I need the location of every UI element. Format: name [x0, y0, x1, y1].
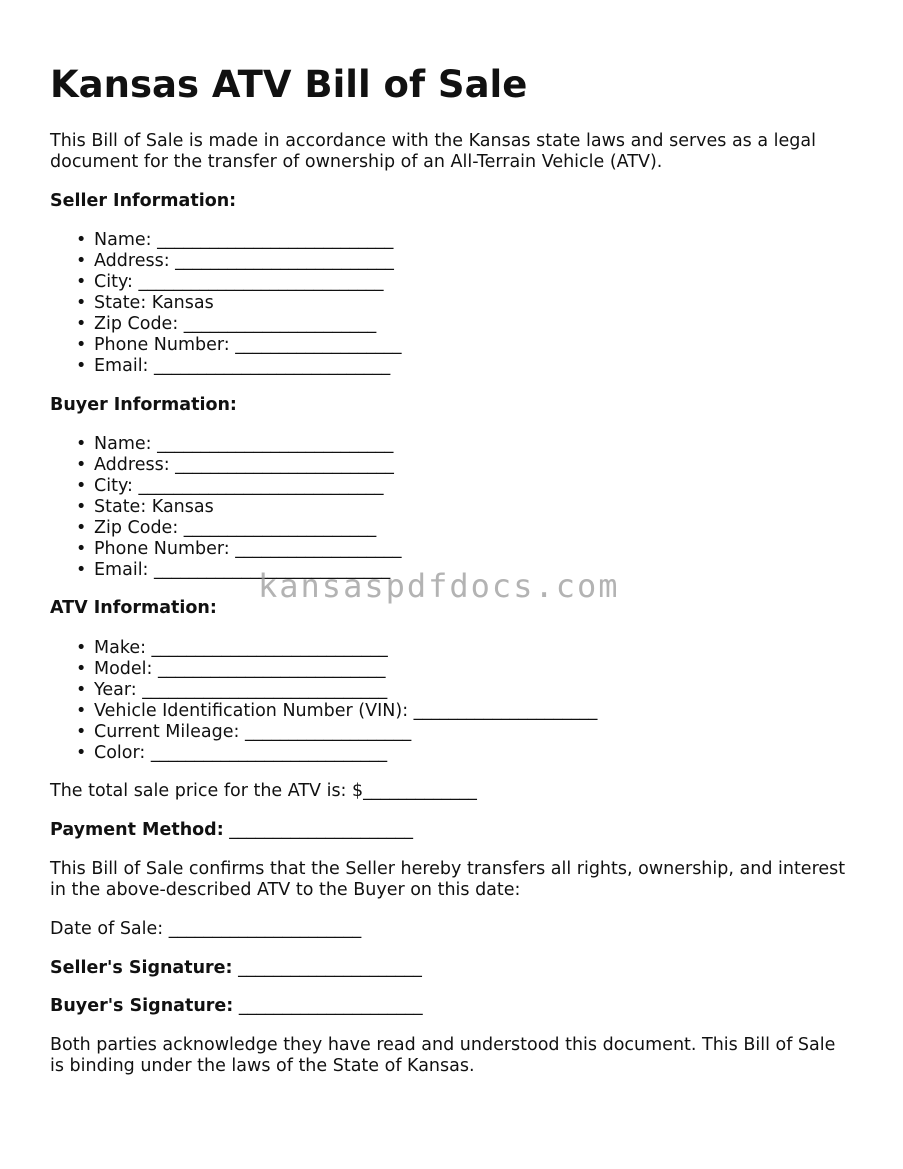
- seller-signature-label: Seller's Signature:: [50, 958, 233, 978]
- atv-vin-field: • Vehicle Identification Number (VIN): _____________________: [94, 701, 597, 722]
- seller-address-field: • Address: _________________________: [94, 251, 401, 272]
- atv-list: [50, 638, 597, 764]
- closing-line-2: is binding under the laws of the State of Kansas.: [50, 1056, 475, 1076]
- seller-email-field: • Email: ___________________________: [94, 356, 401, 377]
- atv-make-field: • Make: ___________________________: [94, 638, 597, 659]
- atv-mileage-field: • Current Mileage: ___________________: [94, 722, 597, 743]
- atv-heading: ATV Information:: [50, 598, 217, 618]
- intro-line-1: This Bill of Sale is made in accordance with the Kansas state laws and serves as a legal: [50, 131, 816, 151]
- buyer-heading: Buyer Information:: [50, 395, 237, 415]
- seller-signature-blank: _____________________: [238, 958, 422, 978]
- buyer-zip-field: • Zip Code: ______________________: [94, 518, 401, 539]
- buyer-signature-line: [50, 996, 423, 1017]
- seller-signature-line: [50, 958, 422, 979]
- sale-price-line: The total sale price for the ATV is: $_____________: [50, 781, 477, 801]
- payment-method-label: Payment Method:: [50, 820, 224, 840]
- intro-line-2: document for the transfer of ownership of an All-Terrain Vehicle (ATV).: [50, 152, 663, 172]
- atv-model-field: • Model: __________________________: [94, 659, 597, 680]
- payment-method-blank: _____________________: [229, 820, 414, 840]
- seller-city-field: • City: ____________________________: [94, 272, 401, 293]
- buyer-city-field: • City: ____________________________: [94, 476, 401, 497]
- closing-line-1: Both parties acknowledge they have read and understood this document. This Bill of Sale: [50, 1035, 836, 1055]
- seller-heading: Seller Information:: [50, 191, 237, 211]
- document-title: Kansas ATV Bill of Sale: [50, 63, 528, 106]
- buyer-name-field: • Name: ___________________________: [94, 434, 401, 455]
- buyer-signature-label: Buyer's Signature:: [50, 996, 234, 1016]
- buyer-phone-field: • Phone Number: ___________________: [94, 539, 401, 560]
- buyer-address-field: • Address: _________________________: [94, 455, 401, 476]
- seller-list: [50, 230, 401, 377]
- buyer-state-field: • State: Kansas: [94, 497, 401, 518]
- seller-phone-field: • Phone Number: ___________________: [94, 335, 401, 356]
- payment-method-line: [50, 820, 413, 841]
- atv-color-field: • Color: ___________________________: [94, 743, 597, 764]
- buyer-email-field: • Email: ___________________________: [94, 560, 401, 581]
- seller-state-field: • State: Kansas: [94, 293, 401, 314]
- buyer-signature-blank: _____________________: [238, 996, 423, 1016]
- atv-year-field: • Year: ____________________________: [94, 680, 597, 701]
- date-of-sale-line: Date of Sale: ______________________: [50, 919, 362, 939]
- watermark: kansaspdfdocs.com: [258, 567, 620, 605]
- confirmation-line-1: This Bill of Sale confirms that the Seller hereby transfers all rights, ownership, and interest: [50, 859, 846, 879]
- seller-name-field: • Name: ___________________________: [94, 230, 401, 251]
- buyer-list: [50, 434, 401, 581]
- confirmation-line-2: in the above-described ATV to the Buyer on this date:: [50, 880, 521, 900]
- seller-zip-field: • Zip Code: ______________________: [94, 314, 401, 335]
